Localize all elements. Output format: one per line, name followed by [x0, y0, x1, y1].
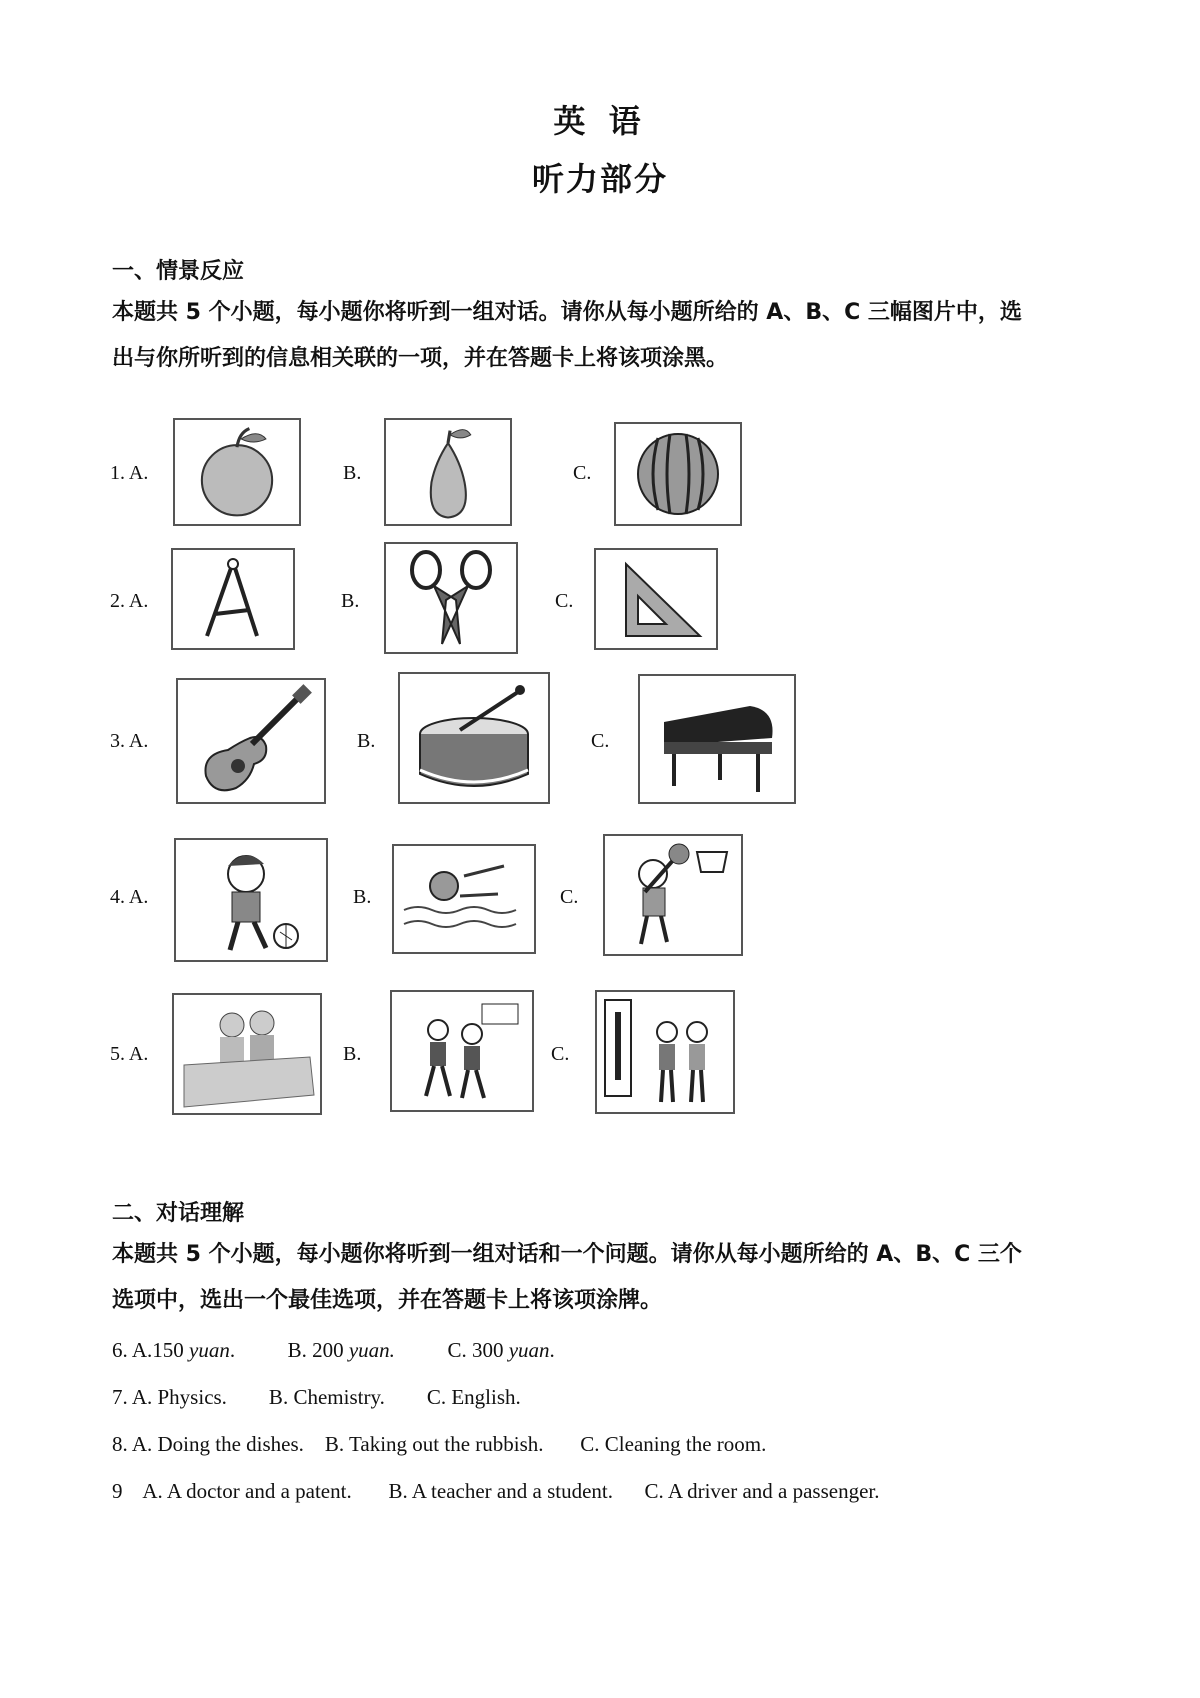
option-label: B.: [357, 730, 376, 752]
instruction-line: 出与你所听到的信息相关联的一项，并在答题卡上将该项涂黑。: [112, 346, 729, 371]
option-label: B.: [343, 462, 362, 484]
option-image[interactable]: [384, 418, 512, 526]
scissors-icon: [386, 544, 516, 652]
two-boys-gallery-icon: [597, 992, 733, 1112]
compass-icon: [173, 550, 293, 648]
question-number: 3. A.: [110, 730, 149, 752]
instruction-line: 本题共 5 个小题，每小题你将听到一组对话和一个问题。请你从每小题所给的 A、B、C 三个: [112, 1242, 1022, 1267]
option-label: C.: [551, 1043, 570, 1065]
option-image[interactable]: [603, 834, 743, 956]
option-label: C.: [573, 462, 592, 484]
q6-unit: yuan: [189, 1338, 230, 1362]
option-image[interactable]: [595, 990, 735, 1114]
part1-instruction: [112, 290, 1112, 382]
girl-basketball-icon: [605, 836, 741, 954]
part2-instruction: [112, 1232, 1112, 1324]
q6-unit: yuan: [508, 1338, 550, 1362]
question-number: 5. A.: [110, 1043, 149, 1065]
question-number: 1. A.: [110, 462, 149, 484]
swimming-icon: [394, 846, 534, 952]
option-label: C.: [591, 730, 610, 752]
option-image[interactable]: [594, 548, 718, 650]
question-8: 8. A. Doing the dishes. B. Taking out the rubbish. C. Cleaning the room.: [112, 1432, 767, 1456]
apple-icon: [175, 420, 299, 524]
instruction-line: 本题共 5 个小题，每小题你将听到一组对话。请你从每小题所给的 A、B、C 三幅图片中，选: [112, 300, 1022, 325]
option-label: C.: [560, 886, 579, 908]
section-heading-part1: 一、情景反应: [112, 259, 245, 284]
option-image[interactable]: [384, 542, 518, 654]
q6-option-b: B. 200: [287, 1338, 349, 1362]
q6-option-a: 6. A.150: [112, 1338, 190, 1362]
question-7: 7. A. Physics. B. Chemistry. C. English.: [112, 1385, 521, 1409]
page-subtitle: 听力部分: [531, 160, 668, 198]
option-image[interactable]: [390, 990, 534, 1112]
option-label: B.: [343, 1043, 362, 1065]
people-sofa-icon: [174, 995, 320, 1113]
q6-option-c: C. 300: [447, 1338, 509, 1362]
option-image[interactable]: [171, 548, 295, 650]
question-9: 9 A. A doctor and a patent. B. A teacher and a student. C. A driver and a passenger.: [112, 1479, 880, 1503]
option-image[interactable]: [392, 844, 536, 954]
option-label: B.: [341, 590, 360, 612]
option-image[interactable]: [398, 672, 550, 804]
guitar-icon: [178, 680, 324, 802]
option-image[interactable]: [174, 838, 328, 962]
option-image[interactable]: [173, 418, 301, 526]
pear-icon: [386, 420, 510, 524]
question-6: 6. A.150 yuan. B. 200 yuan. C. 300 yuan.: [112, 1338, 555, 1362]
instruction-line: 选项中，选出一个最佳选项，并在答题卡上将该项涂牌。: [112, 1288, 663, 1313]
boy-football-icon: [176, 840, 326, 960]
q6-unit: yuan.: [348, 1338, 395, 1362]
option-image[interactable]: [614, 422, 742, 526]
question-number: 4. A.: [110, 886, 149, 908]
option-label: C.: [555, 590, 574, 612]
option-image[interactable]: [172, 993, 322, 1115]
piano-icon: [640, 676, 794, 802]
option-label: B.: [353, 886, 372, 908]
watermelon-icon: [616, 424, 740, 524]
question-number: 2. A.: [110, 590, 149, 612]
two-boys-walking-icon: [392, 992, 532, 1110]
option-image[interactable]: [638, 674, 796, 804]
section-heading-part2: 二、对话理解: [112, 1201, 245, 1226]
option-image[interactable]: [176, 678, 326, 804]
page-title: 英 语: [553, 102, 647, 140]
drum-icon: [400, 674, 548, 802]
set-square-icon: [596, 550, 716, 648]
